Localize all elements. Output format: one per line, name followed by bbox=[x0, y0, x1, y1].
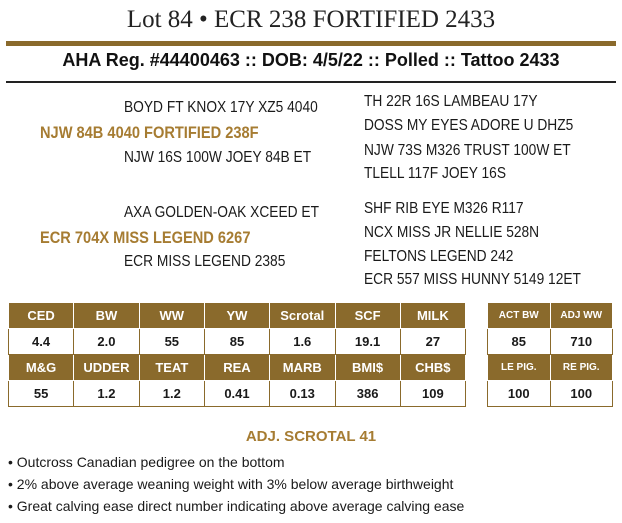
actuals-value-le-pig: 100 bbox=[488, 381, 551, 407]
epd-header-ced: CED bbox=[9, 303, 74, 329]
epd-value-bw: 2.0 bbox=[74, 329, 140, 355]
note-item: • Outcross Canadian pedigree on the bottom bbox=[8, 454, 285, 470]
pedigree-dam-dam-sire: FELTONS LEGEND 242 bbox=[364, 248, 514, 265]
actuals-value-re-pig: 100 bbox=[550, 381, 613, 407]
notes-list bbox=[8, 451, 464, 517]
actuals-header-adj-ww: ADJ WW bbox=[550, 303, 613, 329]
epd-header-row-2 bbox=[9, 355, 466, 381]
epd-value-row-2 bbox=[9, 381, 466, 407]
adj-scrotal: ADJ. SCROTAL 41 bbox=[245, 428, 377, 445]
epd-value-teat: 1.2 bbox=[139, 381, 204, 407]
epd-value-chb: 109 bbox=[400, 381, 465, 407]
pedigree-dam: ECR 704X MISS LEGEND 6267 bbox=[40, 228, 251, 247]
epd-header-row-1 bbox=[9, 303, 466, 329]
gold-rule-top bbox=[6, 41, 616, 46]
epd-value-rea: 0.41 bbox=[204, 381, 269, 407]
epd-header-udder: UDDER bbox=[74, 355, 140, 381]
registration-line: AHA Reg. #44400463 :: DOB: 4/5/22 :: Polled :: Tattoo 2433 bbox=[62, 50, 560, 70]
pedigree-sire-sire: BOYD FT KNOX 17Y XZ5 4040 bbox=[124, 99, 318, 116]
epd-value-milk: 27 bbox=[400, 329, 465, 355]
epd-header-scrotal: Scrotal bbox=[270, 303, 335, 329]
actuals-header-act-bw: ACT BW bbox=[488, 303, 551, 329]
epd-header-teat: TEAT bbox=[139, 355, 204, 381]
actuals-header-row-2 bbox=[488, 355, 613, 381]
epd-value-marb: 0.13 bbox=[270, 381, 335, 407]
actuals-header-row-1 bbox=[488, 303, 613, 329]
epd-header-ww: WW bbox=[139, 303, 204, 329]
epd-value-bmi: 386 bbox=[335, 381, 400, 407]
epd-header-bmi: BMI$ bbox=[335, 355, 400, 381]
pedigree-dam-sire: AXA GOLDEN-OAK XCEED ET bbox=[124, 204, 319, 221]
pedigree-sire: NJW 84B 4040 FORTIFIED 238F bbox=[40, 123, 259, 142]
pedigree-dam-dam: ECR MISS LEGEND 2385 bbox=[124, 253, 286, 270]
epd-header-bw: BW bbox=[74, 303, 140, 329]
pedigree-dam-sire-sire: SHF RIB EYE M326 R117 bbox=[364, 200, 524, 217]
epd-value-udder: 1.2 bbox=[74, 381, 140, 407]
epd-header-yw: YW bbox=[204, 303, 269, 329]
epd-header-mg: M&G bbox=[9, 355, 74, 381]
epd-value-yw: 85 bbox=[204, 329, 269, 355]
epd-header-rea: REA bbox=[204, 355, 269, 381]
actuals-value-row-2 bbox=[488, 381, 613, 407]
lot-title: Lot 84 • ECR 238 FORTIFIED 2433 bbox=[126, 6, 496, 33]
epd-value-ww: 55 bbox=[139, 329, 204, 355]
epd-value-row-1 bbox=[9, 329, 466, 355]
actuals-header-le-pig: LE PIG. bbox=[488, 355, 551, 381]
epd-value-mg: 55 bbox=[9, 381, 74, 407]
actuals-table bbox=[487, 302, 613, 407]
pedigree-sire-dam-sire: NJW 73S M326 TRUST 100W ET bbox=[364, 142, 571, 159]
pedigree-sire-sire-dam: DOSS MY EYES ADORE U DHZ5 bbox=[364, 117, 574, 134]
pedigree-dam-dam-dam: ECR 557 MISS HUNNY 5149 12ET bbox=[364, 271, 581, 288]
pedigree-sire-sire-sire: TH 22R 16S LAMBEAU 17Y bbox=[364, 93, 538, 110]
actuals-value-act-bw: 85 bbox=[488, 329, 551, 355]
epd-value-scf: 19.1 bbox=[335, 329, 400, 355]
pedigree-sire-dam-dam: TLELL 117F JOEY 16S bbox=[364, 165, 507, 182]
epd-header-marb: MARB bbox=[270, 355, 335, 381]
epd-header-chb: CHB$ bbox=[400, 355, 465, 381]
actuals-value-row-1 bbox=[488, 329, 613, 355]
actuals-header-re-pig: RE PIG. bbox=[550, 355, 613, 381]
pedigree-sire-dam: NJW 16S 100W JOEY 84B ET bbox=[124, 149, 312, 166]
epd-header-scf: SCF bbox=[335, 303, 400, 329]
actuals-value-adj-ww: 710 bbox=[550, 329, 613, 355]
epd-value-scrotal: 1.6 bbox=[270, 329, 335, 355]
epd-value-ced: 4.4 bbox=[9, 329, 74, 355]
epd-header-milk: MILK bbox=[400, 303, 465, 329]
note-item: • Great calving ease direct number indicating above average calving ease bbox=[8, 498, 465, 514]
rule-divider bbox=[6, 81, 616, 83]
pedigree-dam-sire-dam: NCX MISS JR NELLIE 528N bbox=[364, 224, 540, 241]
note-item: • 2% above average weaning weight with 3% below average birthweight bbox=[8, 476, 454, 492]
epd-table bbox=[8, 302, 466, 407]
